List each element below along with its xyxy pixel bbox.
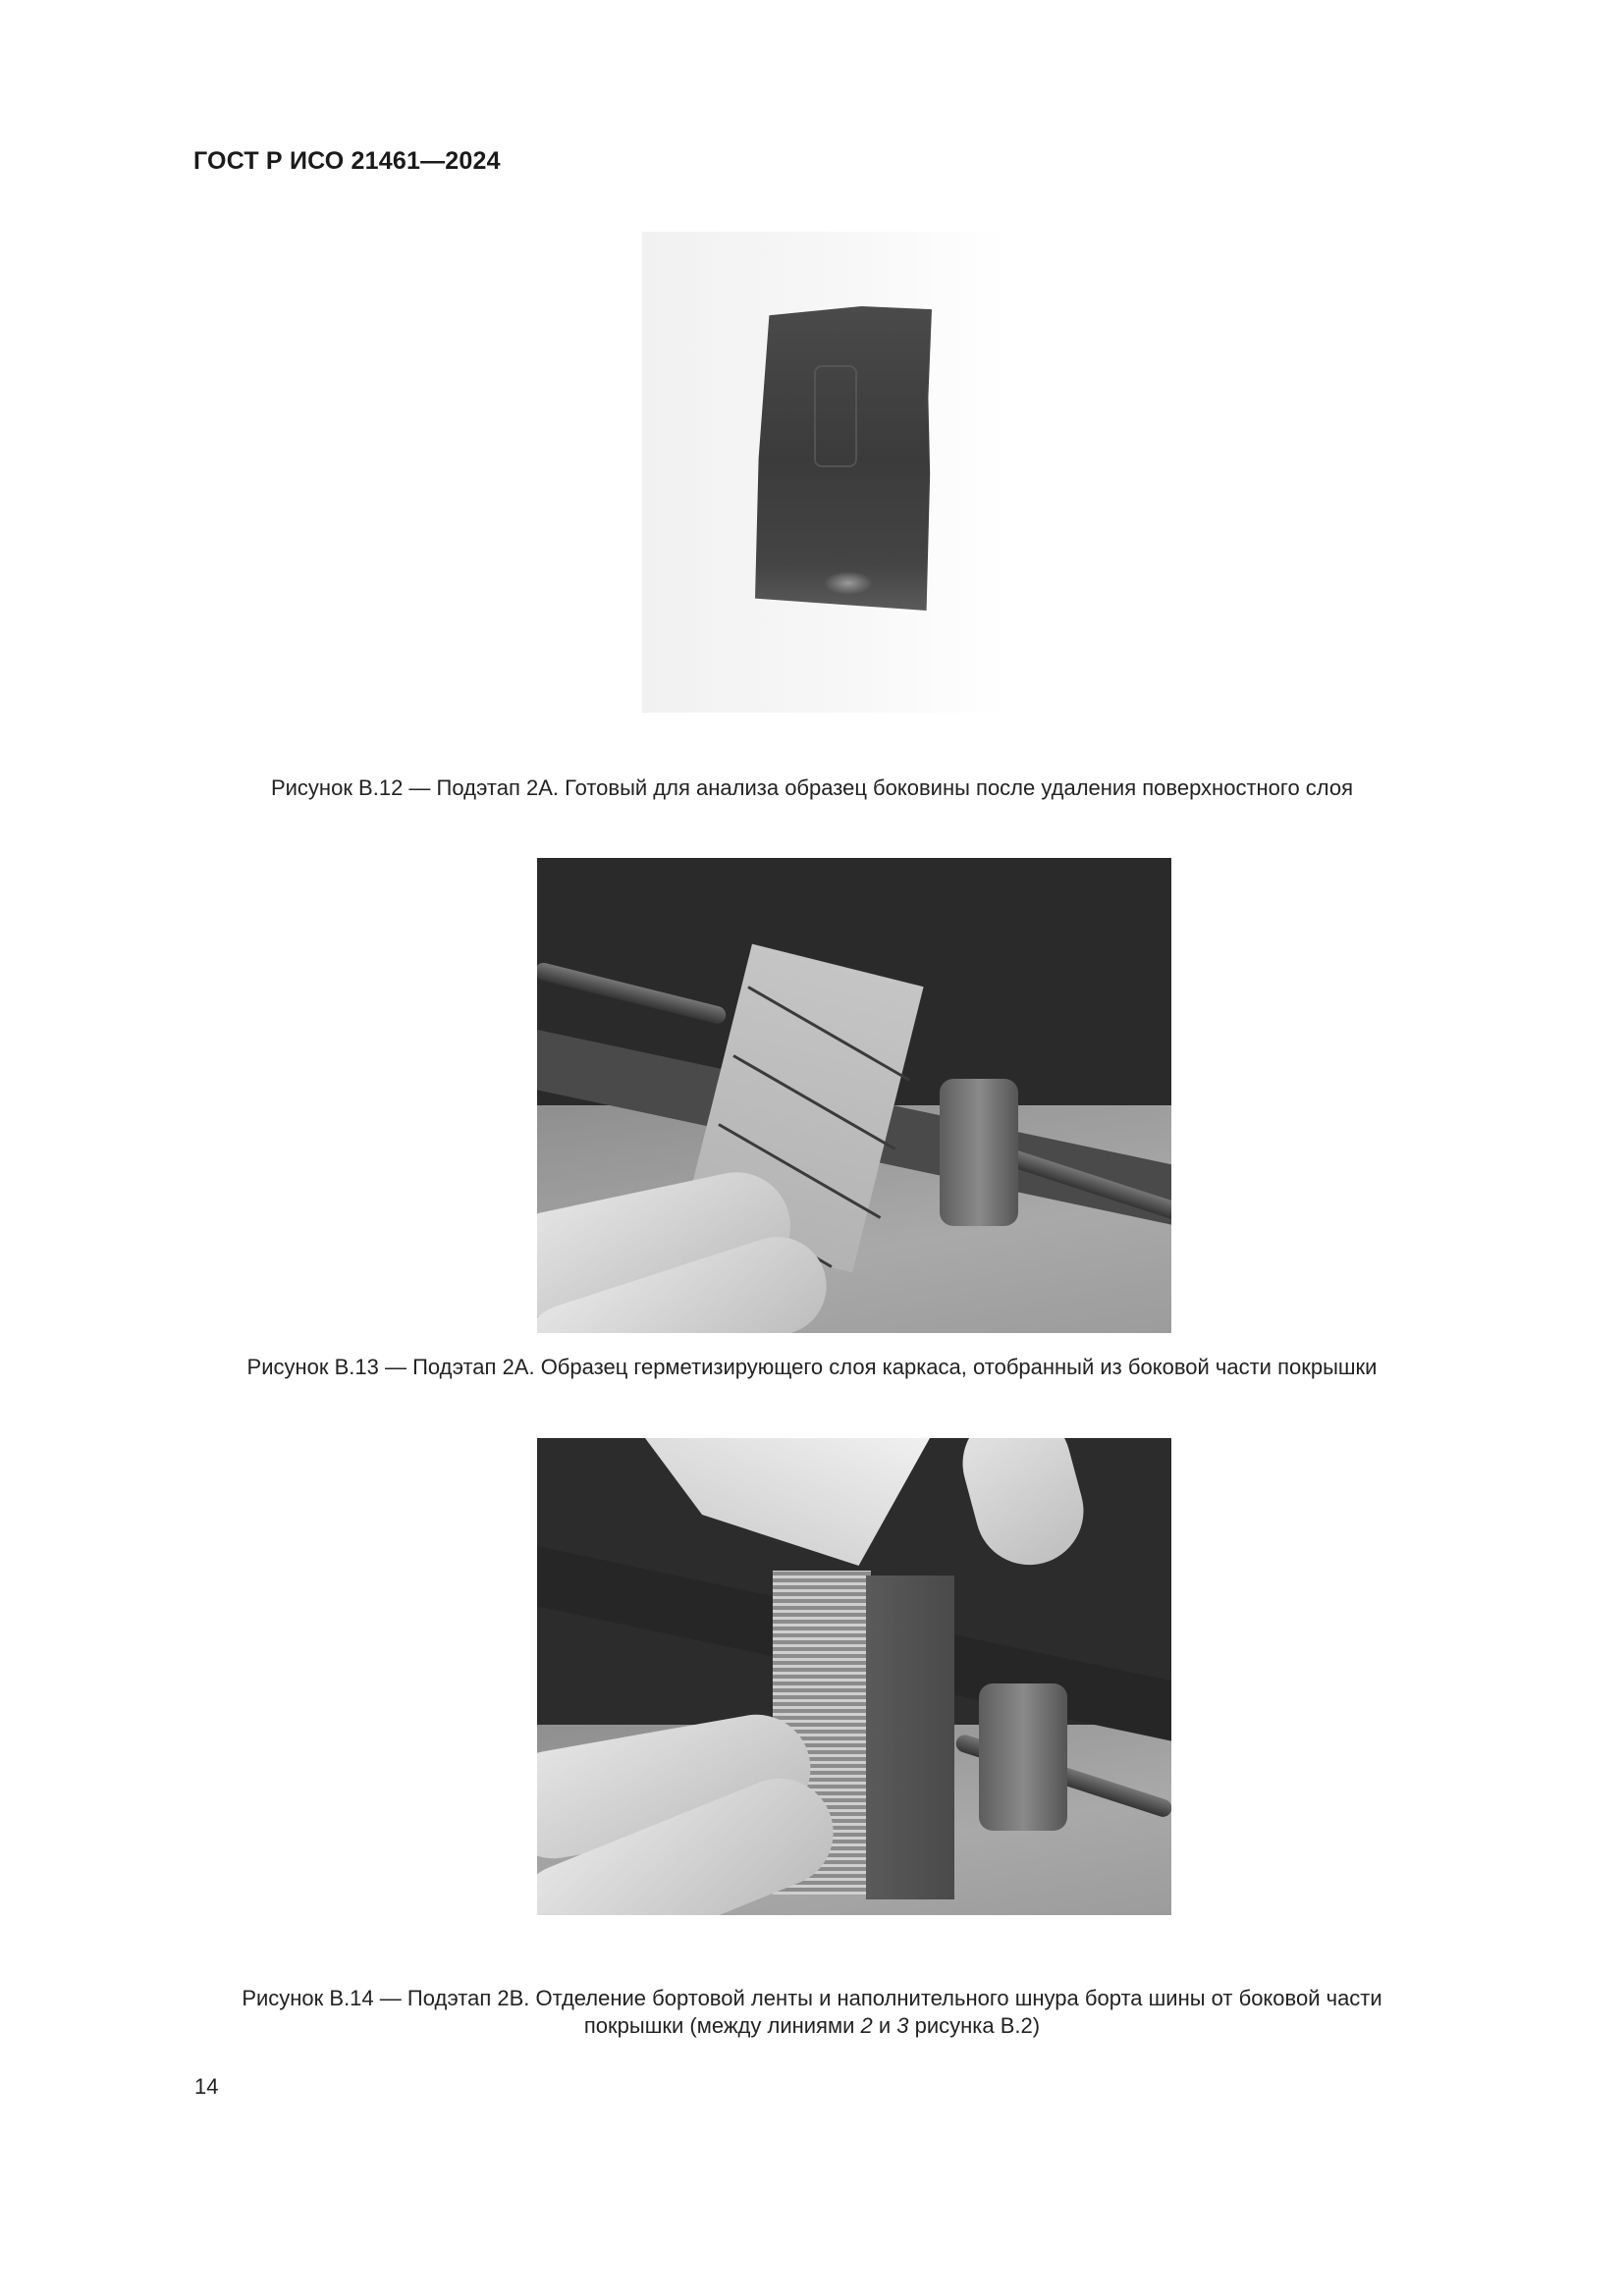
- figure-b14-caption-line1: Рисунок В.14 — Подэтап 2В. Отделение бортовой ленты и наполнительного шнура борта шины от боковой части: [242, 1986, 1382, 2010]
- caption-line-number: 2: [860, 2013, 873, 2038]
- figure-b13-photo: [537, 858, 1171, 1333]
- sample-relief: [814, 365, 857, 467]
- figure-b13-caption: Рисунок В.13 — Подэтап 2А. Образец герметизирующего слоя каркаса, отобранный из боковой части покрышки: [246, 1355, 1378, 1379]
- machine-clamp: [979, 1683, 1067, 1831]
- caption-line-number: 3: [896, 2013, 909, 2038]
- figure-b12-photo: [642, 232, 1133, 713]
- page-number: 14: [194, 2074, 219, 2099]
- machine-rod-left: [537, 961, 728, 1026]
- figure-b12-caption: Рисунок В.12 — Подэтап 2А. Готовый для анализа образец боковины после удаления поверхностного слоя: [270, 775, 1354, 800]
- machine-clamp: [940, 1079, 1018, 1226]
- figure-b14-photo: [537, 1438, 1171, 1915]
- sample-highlight: [824, 571, 873, 595]
- document-header: ГОСТ Р ИСО 21461—2024: [193, 147, 501, 175]
- hand-top: [950, 1438, 1096, 1577]
- figure-b14-caption-line2: [0, 2011, 1624, 2041]
- caption-text: и: [872, 2013, 897, 2038]
- rubber-filler: [866, 1575, 954, 1899]
- cloth: [645, 1438, 930, 1566]
- sidewall-sample: [755, 306, 932, 611]
- caption-text: покрышки (между линиями: [583, 2013, 861, 2038]
- caption-text: рисунка В.2): [908, 2013, 1041, 2038]
